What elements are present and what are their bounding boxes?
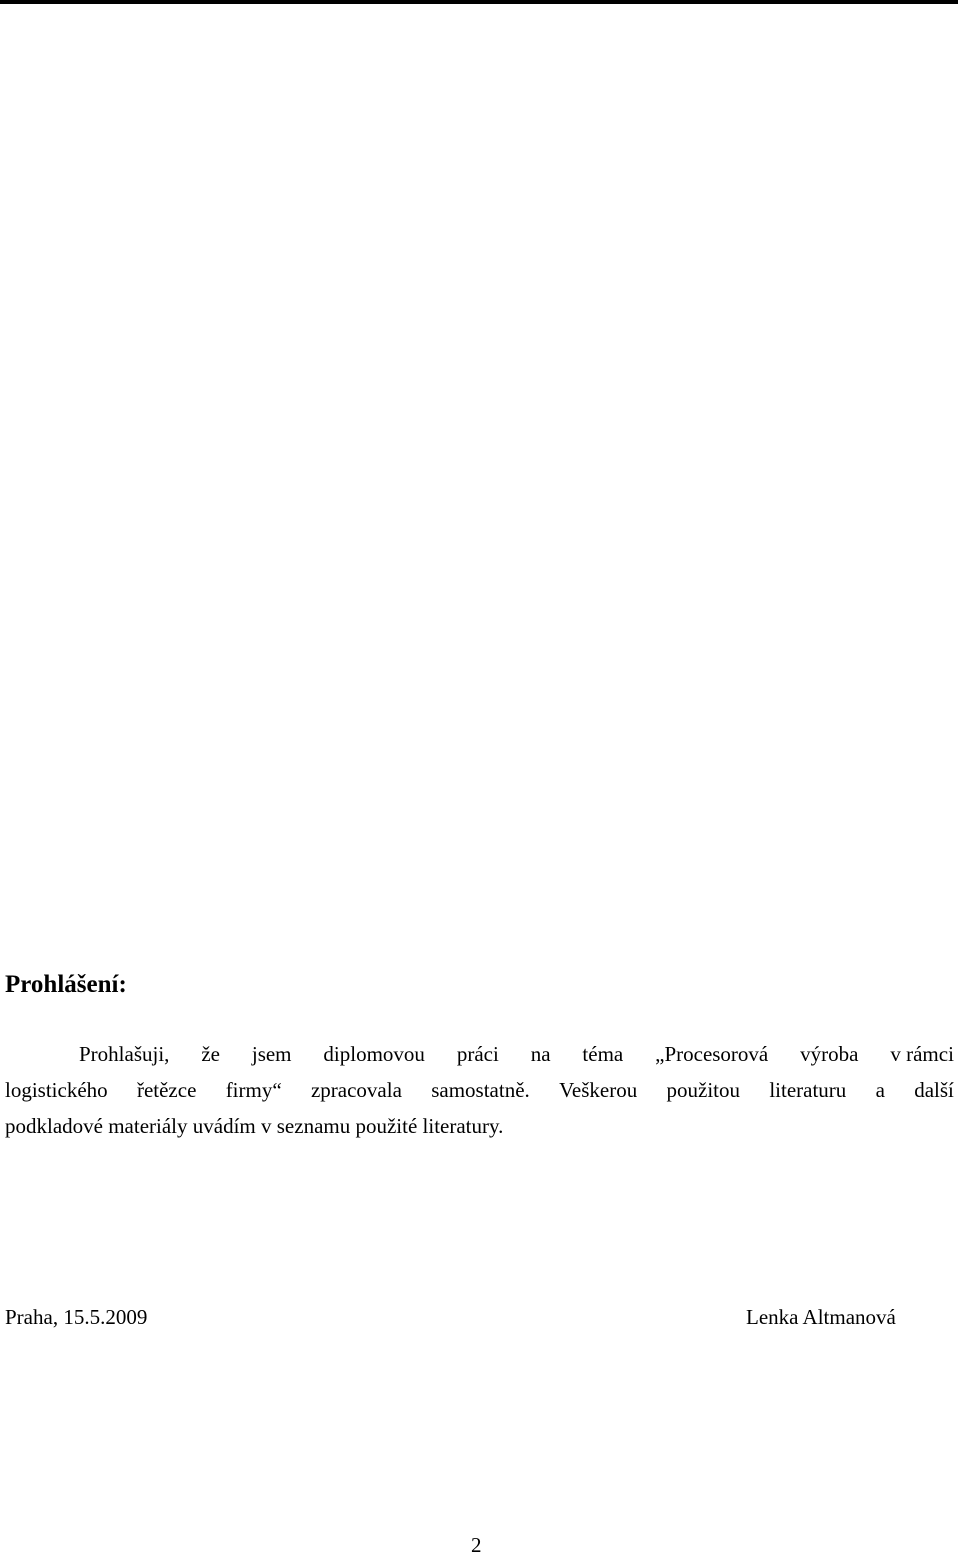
top-border-line	[0, 0, 958, 4]
word: firmy“	[225, 1078, 282, 1102]
word: diplomovou	[323, 1042, 425, 1066]
word: že	[201, 1042, 220, 1066]
declaration-heading: Prohlášení:	[5, 971, 127, 998]
word: zpracovala	[310, 1078, 402, 1102]
word: použitou	[666, 1078, 741, 1102]
declaration-paragraph	[5, 1036, 954, 1144]
word: v rámci	[890, 1042, 954, 1066]
declaration-line-3	[5, 1108, 954, 1144]
declaration-line-2	[5, 1072, 954, 1108]
word: řetězce	[136, 1078, 197, 1102]
author-name: Lenka Altmanová	[746, 1305, 896, 1329]
line-text: podkladové materiály uvádím v seznamu použité literatury.	[5, 1114, 504, 1138]
word: a	[875, 1078, 885, 1102]
word: Prohlašuji,	[79, 1042, 170, 1066]
word: logistického	[5, 1078, 108, 1102]
word: Veškerou	[559, 1078, 638, 1102]
word: samostatně.	[431, 1078, 530, 1102]
word: literaturu	[769, 1078, 847, 1102]
word: téma	[582, 1042, 624, 1066]
page-number: 2	[471, 1533, 482, 1557]
word: práci	[456, 1042, 499, 1066]
word: výroba	[800, 1042, 859, 1066]
word: jsem	[251, 1042, 292, 1066]
word: „Procesorová	[655, 1042, 769, 1066]
word: další	[914, 1078, 954, 1102]
place-and-date: Praha, 15.5.2009	[5, 1305, 148, 1329]
word: na	[530, 1042, 551, 1066]
declaration-line-1	[5, 1036, 954, 1072]
